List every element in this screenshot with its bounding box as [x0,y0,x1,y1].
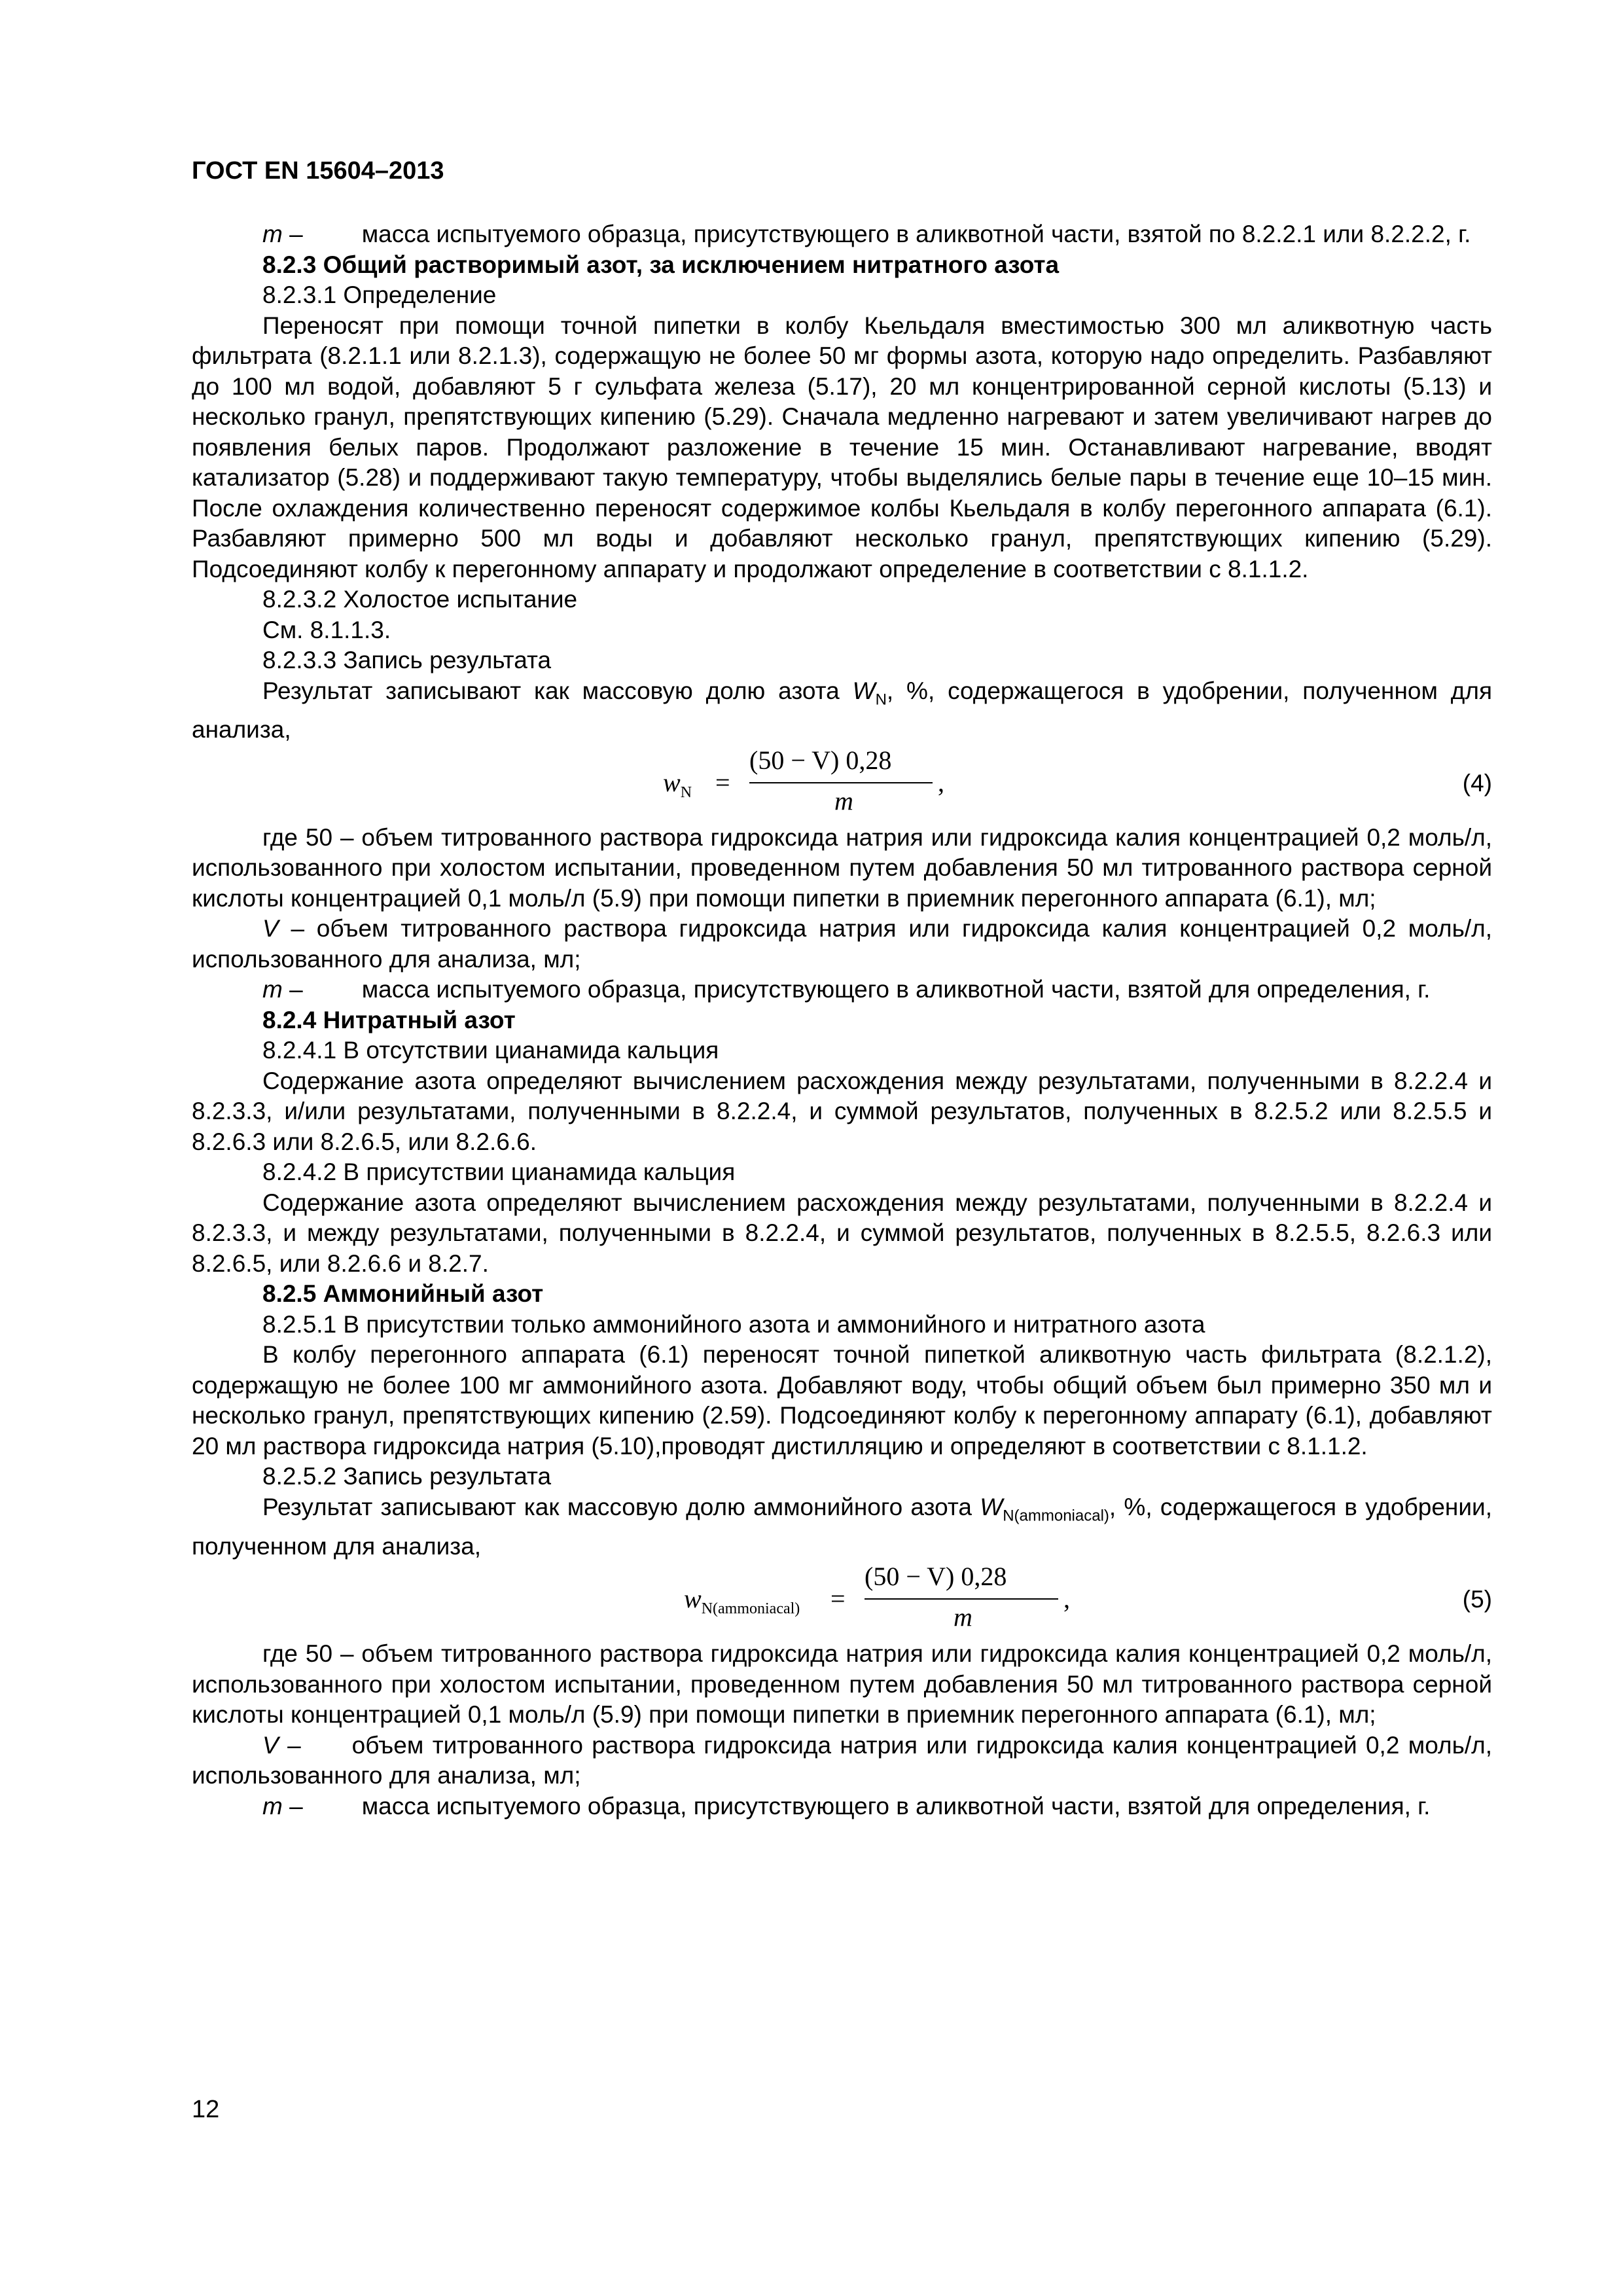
equation-number-5: (5) [1462,1586,1492,1613]
text-segment: Результат записывают как массовую долю азота [262,677,853,704]
where-5-intro: где 50 – объем титрованного раствора гидроксида натрия или гидроксида калия концентрацией 0,2 моль/л, использованного при холостом испытании, проведенном путем добавления 50 мл титрованного раствора серной кислоты концентрацией 0,1 моль/л (5.9) при помощи пипетки в приемник перегонного аппарата (6.1), мл; [192,1640,1492,1729]
where-4-v [192,914,1492,975]
section-8-2-4-1-heading: 8.2.4.1 В отсутствии цианамида кальция [262,1037,719,1064]
section-8-2-5-heading: 8.2.5 Аммонийный азот [262,1280,544,1308]
formula-comma: , [1063,1584,1070,1614]
document-body [192,219,1492,1821]
formula-4-lhs [663,768,692,808]
paragraph-8-2-5-2 [192,1492,1492,1562]
formula-5-body [684,1562,1273,1639]
formula-4-denominator: m [834,785,853,816]
symbol-w: W [980,1493,1003,1520]
where-4-v-text: – объем титрованного раствора гидроксида натрия или гидроксида калия концентрацией 0,2 моль/л, использованного для анализа, мл; [192,915,1492,973]
text-segment: , %, содержащегося в удобрении, полученном для анализа, [192,1493,1492,1560]
section-8-2-3-1-heading: 8.2.3.1 Определение [262,281,497,308]
section-8-2-3-3-heading: 8.2.3.3 Запись результата [262,647,552,673]
section-8-2-4-2-heading: 8.2.4.2 В присутствии цианамида кальция [262,1158,736,1186]
dash: – [287,1731,301,1759]
equation-number-4: (4) [1462,769,1492,797]
formula-lhs-subscript: N [680,783,692,801]
paragraph-8-2-3-3 [192,676,1492,745]
formula-lhs-symbol: w [684,1584,702,1614]
page-number: 12 [192,2096,220,2123]
symbol-m: m [262,221,283,247]
formula-lhs-symbol: w [663,767,681,797]
where-5-v-text: объем титрованного раствора гидроксида натрия или гидроксида калия концентрацией 0,2 моль/л, использованного для анализа, мл; [192,1731,1493,1789]
text-segment: Результат записывают как массовую долю аммонийного азота [262,1493,980,1520]
formula-4-body [663,745,1160,823]
symbol-w: W [852,677,876,704]
symbol-m: m [262,976,283,1003]
section-8-2-3-2-heading: 8.2.3.2 Холостое испытание [262,586,578,613]
where-5-m-text: масса испытуемого образца, присутствующего в аликвотной части, взятой для определения, г. [361,1792,1431,1820]
where-4-intro: где 50 – объем титрованного раствора гидроксида натрия или гидроксида калия концентрацией 0,2 моль/л, использованного при холостом испытании, проведенном путем добавления 50 мл титрованного раствора серной кислоты концентрацией 0,1 моль/л (5.9) при помощи пипетки в приемник перегонного аппарата (6.1), мл; [192,823,1492,912]
formula-5-denominator: m [954,1602,972,1632]
symbol-v: V [262,915,279,942]
symbol-m: m [262,1792,283,1820]
paragraph-8-2-4-2: Содержание азота определяют вычислением расхождения между результатами, полученными в 8.2.2.4 и 8.2.3.3, и между результатами, полученными в 8.2.2.4, и суммой результатов, полученных в 8.2.5.5, 8.2.6.3 или 8.2.6.5, или 8.2.6.6 и 8.2.7. [192,1189,1492,1277]
paragraph-8-2-3-2: См. 8.1.1.3. [262,616,391,643]
equals-sign: = [715,767,730,797]
dash: – [289,1792,303,1820]
dash: – [289,976,303,1003]
text-segment: , %, содержащегося в удобрении, полученном для анализа, [192,677,1493,744]
paragraph-8-2-5-1: В колбу перегонного аппарата (6.1) переносят точной пипеткой аликвотную часть фильтрата (8.2.1.2), содержащую не более 100 мг аммонийного азота. Добавляют воду, чтобы общий объем был примерно 350 мл и несколько гранул, препятствующих кипению (2.59). Подсоединяют колбу к перегонному аппарату (6.1), добавляют 20 мл раствора гидроксида натрия (5.10),проводят дистилляцию и определяют в соответствии с 8.1.1.2. [192,1341,1492,1460]
formula-5-numerator: (50 − V) 0,28 [865,1562,1007,1592]
standard-code-header: ГОСТ EN 15604–2013 [192,157,444,185]
section-8-2-4-heading: 8.2.4 Нитратный азот [262,1006,516,1033]
formula-5 [192,1562,1492,1639]
section-8-2-5-1-heading: 8.2.5.1 В присутствии только аммонийного азота и аммонийного и нитратного азота [262,1310,1205,1338]
where-4-m [192,975,1492,1005]
where-5-m [192,1791,1492,1822]
fraction-bar [865,1598,1058,1600]
dash: – [289,221,303,247]
formula-comma: , [938,767,944,797]
where-5-v [192,1731,1492,1791]
paragraph-8-2-3-1: Переносят при помощи точной пипетки в колбу Кьельдаля вместимостью 300 мл аликвотную часть фильтрата (8.2.1.1 или 8.2.1.3), содержащую не более 50 мг формы азота, которую надо определить. Разбавляют до 100 мл водой, добавляют 5 г сульфата железа (5.17), 20 мл концентрированной серной кислоты (5.13) и несколько гранул, препятствующих кипению (5.29). Сначала медленно нагревают и затем увеличивают нагрев до появления белых паров. Продолжают разложение в течение 15 мин. Останавливают нагревание, вводят катализатор (5.28) и поддерживают такую температуру, чтобы выделялись белые пары в течение еще 10–15 мин. После охлаждения количественно переносят содержимое колбы Кьельдаля в колбу перегонного аппарата (6.1). Разбавляют примерно 500 мл воды и добавляют несколько гранул, препятствующих кипению (5.29). Подсоединяют колбу к перегонному аппарату и продолжают определение в соответствии с 8.1.1.2. [192,312,1492,583]
section-8-2-5-2-heading: 8.2.5.2 Запись результата [262,1463,552,1490]
fraction-bar [749,782,933,783]
subscript-n: N [875,690,887,708]
equals-sign: = [830,1584,846,1614]
formula-5-lhs [684,1584,800,1624]
where-4-m-text: масса испытуемого образца, присутствующего в аликвотной части, взятой для определения, г. [361,976,1431,1003]
m-definition-1 [192,219,1492,250]
formula-4 [192,745,1492,823]
paragraph-8-2-4-1: Содержание азота определяют вычислением расхождения между результатами, полученными в 8.2.2.4 и 8.2.3.3, и/или результатами, полученными в 8.2.2.4, и суммой результатов, полученных в 8.2.5.2 или 8.2.5.5 и 8.2.6.3 или 8.2.6.5, или 8.2.6.6. [192,1067,1492,1155]
formula-lhs-subscript: N(ammoniacal) [701,1600,800,1618]
m-definition-text: масса испытуемого образца, присутствующего в аликвотной части, взятой по 8.2.2.1 или 8.2.2.2, г. [361,221,1471,247]
formula-4-numerator: (50 − V) 0,28 [749,745,892,775]
section-8-2-3-heading: 8.2.3 Общий растворимый азот, за исключением нитратного азота [262,251,1060,278]
symbol-v: V [262,1731,279,1759]
subscript-n-ammoniacal: N(ammoniacal) [1003,1507,1109,1525]
